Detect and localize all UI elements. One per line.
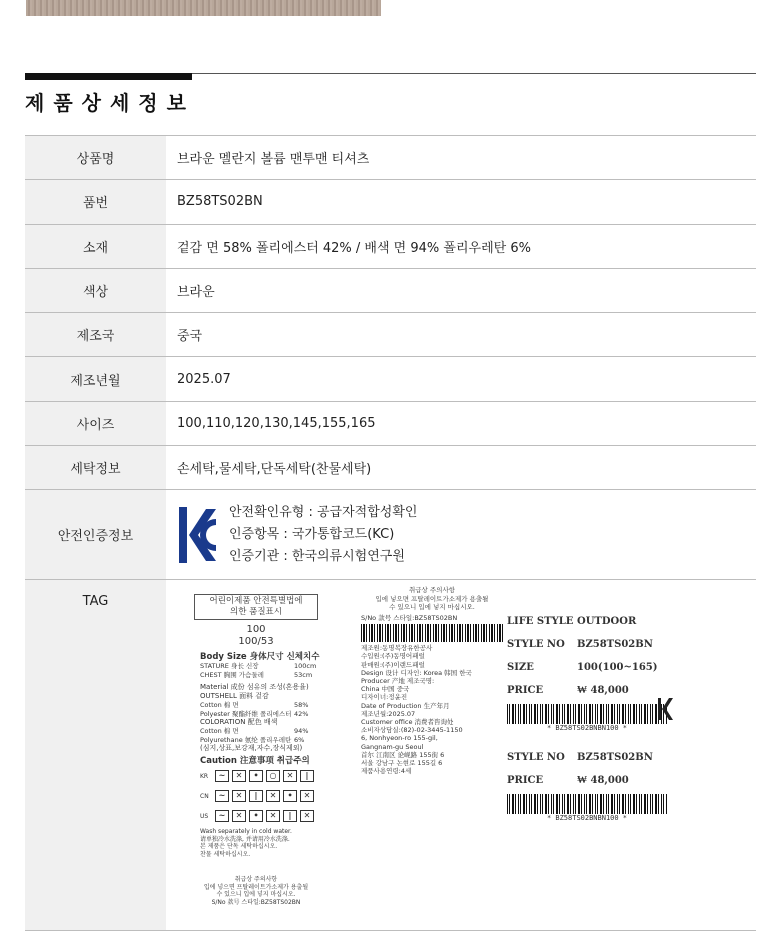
info-line: 소비자상담실:(82)-02-3445-1150 xyxy=(361,726,463,735)
care-wash-line: Wash separately in cold water. xyxy=(200,828,292,836)
care-measure-row xyxy=(182,671,330,680)
material-value: 42% xyxy=(294,709,309,718)
row-key: 제조국 xyxy=(25,313,166,357)
style-no-value: BZ58TS02BN xyxy=(577,639,653,651)
info-line: Customer office 消费者咨询处 xyxy=(361,718,454,727)
care-material-row xyxy=(182,727,330,736)
info-line: Date of Production 生产年月 xyxy=(361,701,450,710)
cert-line-type: 안전확인유형 : 공급자적합성확인 xyxy=(229,504,418,520)
care-bottom-line: 수 있으니 입에 넣지 마십시오. xyxy=(216,891,296,899)
wash-tub-icon: ~ xyxy=(215,810,229,822)
kc-mark-icon xyxy=(178,505,218,565)
info-line: 6, Nonhyeon-ro 155-gil, xyxy=(361,734,438,743)
care-bottom-line: 입에 넣으면 프탈레이트가소제가 용출될 xyxy=(203,883,309,891)
country-code: CN xyxy=(200,792,209,800)
info-line: Design 设计 디자인: Korea 韩国 한국 xyxy=(361,668,472,677)
material-value: 6% xyxy=(294,735,305,744)
row-key: 안전인증정보 xyxy=(25,490,166,580)
material-label: Polyester 聚酯纤维 폴리에스터 xyxy=(200,709,292,718)
care-size-main: 100 xyxy=(246,624,266,636)
country-code: US xyxy=(200,812,209,820)
barcode-number: * BZ58TS02BNBN100 * xyxy=(546,724,628,733)
size-label: SIZE xyxy=(507,662,534,674)
price-label-text: PRICE xyxy=(507,685,544,697)
outdoor-text: OUTDOOR xyxy=(577,616,637,628)
barcode-number: * BZ58TS02BNBN100 * xyxy=(546,814,628,823)
material-label: Cotton 棉 면 xyxy=(200,701,239,710)
dry-clean-icon: ○ xyxy=(266,770,280,782)
no-dry-clean-icon: ✕ xyxy=(300,790,314,802)
info-line: 판매원:(주)이랜드패럴 xyxy=(361,660,425,669)
table-row-tag xyxy=(25,580,756,931)
row-key: TAG xyxy=(25,580,166,931)
kc-mark-icon xyxy=(657,697,675,721)
price-label xyxy=(507,610,667,840)
info-line: 서울 강남구 논현로 155길 6 xyxy=(361,759,443,768)
row-value: BZ58TS02BN xyxy=(166,180,756,224)
care-wash-line: 본 제품은 단독 세탁하십시오. xyxy=(200,843,278,851)
info-line: 제품사용연령:4세 xyxy=(361,767,412,776)
no-tumble-dry-icon: ✕ xyxy=(283,770,297,782)
table-row xyxy=(25,446,756,490)
style-no-value: BZ58TS02BN xyxy=(577,752,653,764)
iron-icon: • xyxy=(249,770,263,782)
care-wash-line: 찬물 세탁하십시오. xyxy=(200,850,251,858)
size-value: 100(100~165) xyxy=(577,662,658,674)
table-row xyxy=(25,357,756,401)
table-row xyxy=(25,268,756,312)
row-value xyxy=(166,490,756,580)
row-value: 브라운 멜란지 볼륨 맨투맨 티셔츠 xyxy=(166,136,756,180)
wash-tub-icon: ~ xyxy=(215,770,229,782)
measure-value: 100cm xyxy=(294,662,317,671)
info-label xyxy=(357,586,507,796)
table-row xyxy=(25,313,756,357)
tag-images xyxy=(166,580,756,931)
section-title: 제품상세정보 xyxy=(25,91,195,115)
price-label-text: PRICE xyxy=(507,775,544,787)
care-parts-note: (심지,상표,보강재,자수,장식제외) xyxy=(200,744,303,753)
row-value: 겉감 면 58% 폴리에스터 42% / 배색 면 94% 폴리우레탄 6% xyxy=(166,224,756,268)
style-no-label: STYLE NO xyxy=(507,639,565,651)
product-detail-table xyxy=(25,135,756,931)
care-size-sub: 100/53 xyxy=(238,636,274,648)
iron-icon: • xyxy=(283,790,297,802)
cert-line-item: 인증항목 : 국가통합코드(KC) xyxy=(229,526,395,542)
material-label: Polyurethane 氨纶 폴리우레탄 xyxy=(200,735,292,744)
price-label-line xyxy=(507,746,667,769)
info-line: 수입원:(주)동명어패럴 xyxy=(361,652,425,661)
price-value: ₩ 48,000 xyxy=(577,775,629,787)
measure-label: STATURE 身长 신장 xyxy=(200,662,259,671)
line-dry-icon: | xyxy=(249,790,263,802)
row-value: 손세탁,물세탁,단독세탁(찬물세탁) xyxy=(166,446,756,490)
care-coloration: COLORATION 配色 배색 xyxy=(200,718,278,727)
care-material-row xyxy=(182,701,330,710)
table-row xyxy=(25,136,756,180)
measure-label: CHEST 胸围 가슴둘레 xyxy=(200,670,264,679)
care-icons-us xyxy=(182,810,330,822)
care-bottom-line: S/No 款号 스타일:BZ58TS02BN xyxy=(211,898,301,906)
cert-lines xyxy=(229,502,417,568)
row-key: 세탁정보 xyxy=(25,446,166,490)
care-head-line: 의한 품질표시 xyxy=(230,607,282,618)
no-bleach-icon: ✕ xyxy=(232,810,246,822)
care-outshell: OUTSHELL 面料 겉감 xyxy=(200,692,269,701)
tag-area xyxy=(177,580,756,930)
info-line: 제조년월:2025.07 xyxy=(361,709,416,718)
info-line: China 中国 중국 xyxy=(361,685,410,694)
cert-block xyxy=(177,502,756,568)
care-label xyxy=(182,586,330,926)
measure-value: 53cm xyxy=(294,670,313,679)
line-dry-icon: | xyxy=(283,810,297,822)
material-value: 58% xyxy=(294,701,309,710)
price-label-line xyxy=(507,633,667,656)
price-label-line xyxy=(507,656,667,679)
no-tumble-dry-icon: ✕ xyxy=(266,790,280,802)
info-line: Producer 产地 제조국명: xyxy=(361,677,435,685)
price-label-line xyxy=(507,610,667,633)
price-label-line xyxy=(507,679,667,702)
care-bottom-line: 취급상 주의사항 xyxy=(234,876,278,884)
info-head-line: 수 있으니 입에 넣지 마십시오. xyxy=(389,602,475,611)
country-code: KR xyxy=(200,772,209,780)
row-value: 100,110,120,130,145,155,165 xyxy=(166,401,756,445)
care-caution: Caution 注意事项 취급주의 xyxy=(200,756,310,767)
care-material-head: Material 成份 섬유의 조성(혼용율) xyxy=(200,683,309,692)
iron-icon: • xyxy=(249,810,263,822)
no-bleach-icon: ✕ xyxy=(232,790,246,802)
cert-line-agency: 인증기관 : 한국의류시험연구원 xyxy=(229,548,405,564)
care-body-size: Body Size 身体尺寸 신체치수 xyxy=(200,652,320,663)
barcode-graphic xyxy=(361,624,503,642)
info-head-line: 취급상 주의사항 xyxy=(408,586,456,595)
row-key: 제조년월 xyxy=(25,357,166,401)
care-head-line: 어린이제품 안전특별법에 xyxy=(209,596,303,607)
info-sno: S/No 款号 스타일:BZ58TS02BN xyxy=(361,613,458,622)
care-icons-kr xyxy=(182,770,330,782)
wash-tub-icon: ~ xyxy=(215,790,229,802)
care-icons-cn xyxy=(182,790,330,802)
row-value: 2025.07 xyxy=(166,357,756,401)
no-dry-clean-icon: ✕ xyxy=(300,810,314,822)
product-photo-bottom-edge xyxy=(26,0,381,16)
barcode-graphic xyxy=(507,794,667,814)
line-dry-icon: | xyxy=(300,770,314,782)
table-row xyxy=(25,401,756,445)
barcode-graphic xyxy=(507,704,667,724)
table-row xyxy=(25,180,756,224)
section-accent-bar xyxy=(25,73,192,80)
info-line: Gangnam-gu Seoul xyxy=(361,742,424,751)
table-row-certification xyxy=(25,490,756,580)
row-key: 상품명 xyxy=(25,136,166,180)
care-measure-row xyxy=(182,662,330,671)
row-key: 사이즈 xyxy=(25,401,166,445)
table-row xyxy=(25,224,756,268)
info-head-line: 입에 넣으면 프탈레이트가소제가 용출될 xyxy=(375,594,489,603)
row-key: 소재 xyxy=(25,224,166,268)
info-line: 제조원:동명복장유한공사 xyxy=(361,644,433,653)
row-key: 색상 xyxy=(25,268,166,312)
row-value: 브라운 xyxy=(166,268,756,312)
life-style-text: LIFE STYLE xyxy=(507,616,574,628)
material-value: 94% xyxy=(294,727,309,736)
info-line: 디자이너:정윤진 xyxy=(361,693,408,702)
price-value: ₩ 48,000 xyxy=(577,685,629,697)
price-label-line xyxy=(507,769,667,792)
style-no-label: STYLE NO xyxy=(507,752,565,764)
no-bleach-icon: ✕ xyxy=(232,770,246,782)
care-wash-line: 请单独冷水洗涤, 并请用冷水洗涤. xyxy=(200,835,290,843)
info-line: 首尔 江南区 论岘路 155街 6 xyxy=(361,750,445,759)
no-tumble-dry-icon: ✕ xyxy=(266,810,280,822)
material-label: Cotton 棉 면 xyxy=(200,727,239,736)
row-value: 중국 xyxy=(166,313,756,357)
row-key: 품번 xyxy=(25,180,166,224)
care-label-header xyxy=(194,594,318,620)
